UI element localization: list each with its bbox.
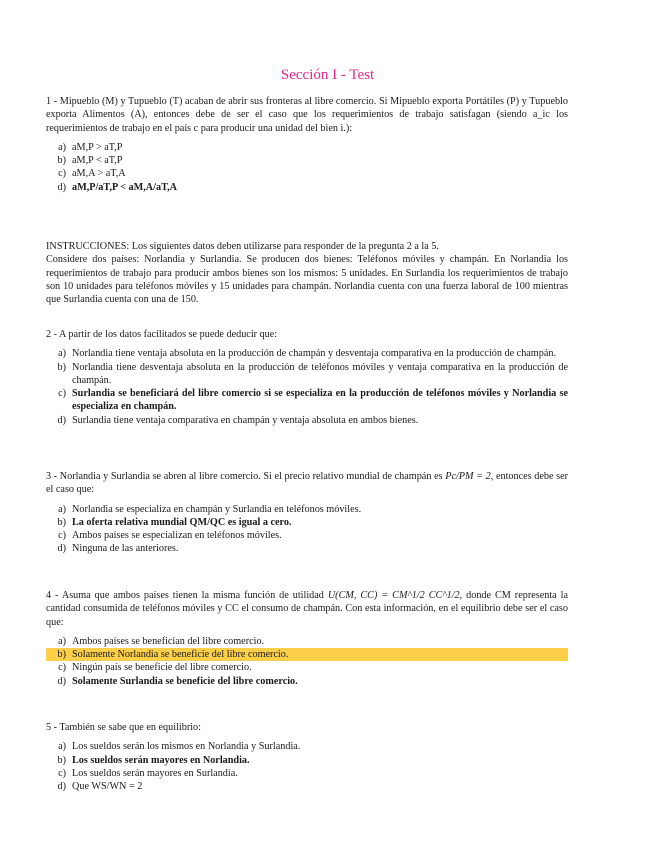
option: c) Ambos países se especializan en teléfonos móviles. (58, 530, 282, 542)
option: c) Los sueldos serán mayores en Surlandia. (58, 767, 238, 779)
question-4-text: 4 - Asuma que ambos países tienen la misma función de utilidad U(CM, CC) = CM^1/2 CC^1/2, donde CM representa la cantidad consumida de teléfonos móviles y CC el consumo de champán. Con esta información, en el equilibrio debe ser el caso que: (46, 590, 568, 628)
option: d) Ninguna de las anteriores. (57, 543, 179, 555)
option: a) Los sueldos serán los mismos en Norlandia y Surlandia. (58, 741, 301, 753)
question-2-text: 2 - A partir de los datos facilitados se puede deducir que: (46, 329, 278, 340)
option: c) Surlandia se beneficiará del libre comercio si se especializa en la producción de teléfonos móviles y Norlandia se especializa en champán. (58, 388, 568, 413)
question-4 (46, 589, 568, 688)
instructions-line: INSTRUCCIONES: Los siguientes datos deben utilizarse para responder de la pregunta 2 a la 5. (46, 241, 439, 252)
question-3-options (46, 503, 568, 556)
instructions (46, 240, 568, 306)
option: b) aM,P < aT,P (57, 155, 123, 167)
option: d) Surlandia tiene ventaja comparativa en champán y ventaja absoluta en ambos bienes. (57, 414, 419, 426)
option: a) Ambos países se benefician del libre comercio. (58, 635, 265, 647)
question-5-options (46, 740, 568, 793)
utility-formula: U(CM, CC) = CM^1/2 CC^1/2 (327, 590, 460, 601)
option: a) aM,P > aT,P (58, 141, 123, 153)
option: b) La oferta relativa mundial QM/QC es igual a cero. (57, 516, 292, 528)
question-4-options (46, 635, 568, 688)
option: d) aM,P/aT,P < aM,A/aT,A (57, 181, 178, 193)
question-2-options (46, 347, 568, 427)
section-title: Sección I - Test (280, 67, 375, 83)
option: a) Norlandia se especializa en champán y Surlandia en teléfonos móviles. (58, 503, 362, 515)
question-1 (46, 95, 568, 194)
option: d) Solamente Surlandia se beneficie del libre comercio. (57, 675, 298, 687)
option: c) aM,A > aT,A (58, 168, 126, 180)
question-2 (46, 328, 568, 427)
question-3 (46, 470, 568, 556)
option: b) Norlandia tiene desventaja absoluta en la producción de teléfonos móviles y ventaja comparativa en la producción de champán. (57, 361, 568, 386)
question-5-text: 5 - También se sabe que en equilibrio: (46, 722, 201, 733)
question-5 (46, 721, 568, 793)
option: d) Que WS/WN = 2 (57, 781, 143, 793)
option: c) Ningún país se beneficie del libre comercio. (58, 662, 252, 674)
question-1-options (46, 141, 568, 194)
option: a) Norlandia tiene ventaja absoluta en la producción de champán y desventaja comparativa en la producción de champán. (58, 348, 556, 360)
instructions-body: Considere dos países: Norlandia y Surlandia. Se producen dos bienes: Teléfonos móviles y champán. En Norlandia los requerimientos de trabajo para producir ambos bienes son los mismos: 5 unidades. En Surlandia los requerimientos de trabajo son 10 unidades para teléfonos móviles y 15 unidades para champán. Norlandia cuenta con una fuerza laboral de 100 mientras que Surlandia cuenta con una de 150. (46, 254, 568, 306)
option: b) Los sueldos serán mayores en Norlandia. (57, 754, 250, 766)
price-ratio-formula: Pc/PM = 2 (445, 471, 491, 482)
question-3-text: 3 - Norlandia y Surlandia se abren al libre comercio. Si el precio relativo mundial de champán es Pc/PM = 2, entonces debe ser el caso que: (46, 471, 568, 496)
question-1-text: 1 - Mipueblo (M) y Tupueblo (T) acaban de abrir sus fronteras al libre comercio. Si Mipueblo exporta Portátiles (P) y Tupueblo exporta Alimentos (A), entonces debe de ser el caso que los requerimientos de trabajo satisfagan (siendo a_ic los requerimientos de trabajo en el país c para producir una unidad del bien i.): (46, 96, 568, 134)
highlighted-option: b) Solamente Norlandia se beneficie del libre comercio. (46, 648, 568, 661)
